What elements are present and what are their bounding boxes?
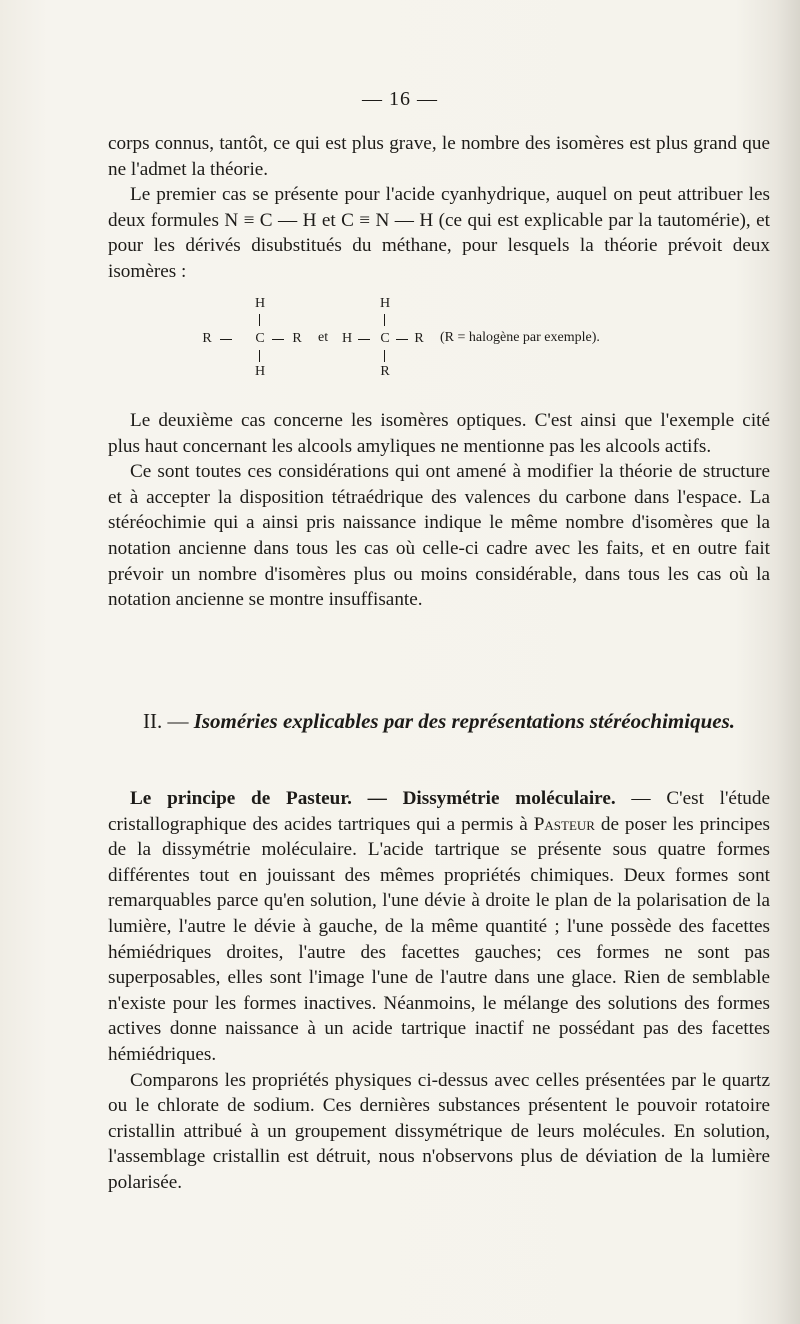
text-block-optical bbox=[108, 408, 770, 613]
structure-note: (R = halogène par exemple). bbox=[440, 330, 600, 345]
bond-left bbox=[358, 339, 370, 340]
paragraph-cyanhydric bbox=[108, 182, 770, 284]
pasteur-heading: Le principe de Pasteur. — Dissymétrie moléculaire. bbox=[130, 788, 616, 809]
bond-bottom bbox=[259, 350, 260, 362]
cyanhydric-text-2: (ce qui est explicable par la tautomérie), et pour les dérivés disubstitués du méthane, pour lesquels la théorie prévoit deux isomères : bbox=[108, 209, 770, 282]
page-number: — 16 — bbox=[362, 88, 438, 110]
bond-bottom bbox=[384, 350, 385, 362]
atom-bottom: R bbox=[380, 364, 390, 379]
cyanhydric-and: et bbox=[316, 209, 342, 231]
atom-left: H bbox=[341, 331, 353, 346]
formula-nitrile: N ≡ C — H bbox=[224, 209, 317, 231]
structure-conjunction: et bbox=[318, 330, 329, 345]
methane-isomer-structures bbox=[200, 288, 720, 388]
section-numeral: II. — bbox=[142, 709, 189, 733]
text-block-pasteur bbox=[108, 786, 770, 1196]
bond-top bbox=[259, 314, 260, 326]
section-heading bbox=[108, 708, 770, 735]
paragraph-isomer-count: corps connus, tantôt, ce qui est plus grave, le nombre des isomères est plus grand que ne l'admet la théorie. bbox=[108, 133, 770, 180]
text-block-intro bbox=[108, 131, 770, 285]
bond-right bbox=[272, 339, 284, 340]
pasteur-name: Pasteur bbox=[533, 813, 595, 835]
paragraph-quartz: Comparons les propriétés physiques ci-dessus avec celles présentées par le quartz ou le chlorate de sodium. Ces dernières substances présentent le pouvoir rotatoire cristallin attribué à un groupement dissymétrique de leurs molécules. En solution, l'assemblage cristallin est détruit, nous n'observons plus de déviation de la lumière polarisée. bbox=[108, 1069, 770, 1193]
bond-left bbox=[220, 339, 232, 340]
paragraph-stereochemistry: Ce sont toutes ces considérations qui ont amené à modifier la théorie de structure et à accepter la disposition tétraédrique des valences du carbone dans l'espace. La stéréochimie qui a ainsi pris naissance indique le même nombre d'isomères que la notation ancienne dans tous les cas où celle-ci cadre avec les faits, et en outre fait prévoir un nombre d'isomères plus ou moins considérable, dans tous les cas où la notation ancienne se montre insuffisante. bbox=[108, 461, 770, 611]
bond-top bbox=[384, 314, 385, 326]
paragraph-optical-isomers: Le deuxième cas concerne les isomères optiques. C'est ainsi que l'exemple cité plus haut concernant les alcools amyliques ne mentionne pas les alcools actifs. bbox=[108, 410, 770, 457]
atom-bottom: H bbox=[254, 364, 266, 379]
section-title: Isoméries explicables par des représentations stéréochimiques. bbox=[193, 709, 736, 733]
pasteur-text-1: — C'est l'étude cristallographique des acides tartriques qui a permis à bbox=[108, 788, 770, 835]
atom-left: R bbox=[202, 331, 212, 346]
cyanhydric-text-1: Le premier cas se présente pour l'acide cyanhydrique, auquel on peut attribuer les deux formules bbox=[108, 184, 770, 231]
paragraph-pasteur bbox=[108, 786, 770, 1068]
pasteur-text-2: de poser les principes de la dissymétrie moléculaire. L'acide tartrique se présente sous quatre formes différentes tout en jouissant des mêmes propriétés chimiques. Deux formes sont remarquables parce qu'en solution, l'une dévie à droite le plan de la polarisation de la lumière, l'autre le dévie à gauche, de la même quantité ; l'une possède des facettes hémiédriques droites, l'autre des facettes gauches; ces formes ne sont pas superposables, elles sont l'image l'une de l'autre dans une glace. Rien de semblable n'existe pour les formes inactives. Néanmoins, le mélange des solutions des formes actives donne naissance à un acide tartrique inactif ne possédant pas des facettes hémiédriques. bbox=[108, 813, 770, 1065]
structure-right bbox=[340, 288, 424, 384]
structure-left bbox=[200, 288, 302, 384]
atom-top: H bbox=[254, 296, 266, 311]
atom-center: C bbox=[380, 331, 390, 346]
atom-center: C bbox=[255, 331, 265, 346]
bond-right bbox=[396, 339, 408, 340]
atom-right: R bbox=[414, 331, 424, 346]
formula-isonitrile: C ≡ N — H bbox=[341, 209, 434, 231]
atom-top: H bbox=[379, 296, 391, 311]
atom-right: R bbox=[292, 331, 302, 346]
